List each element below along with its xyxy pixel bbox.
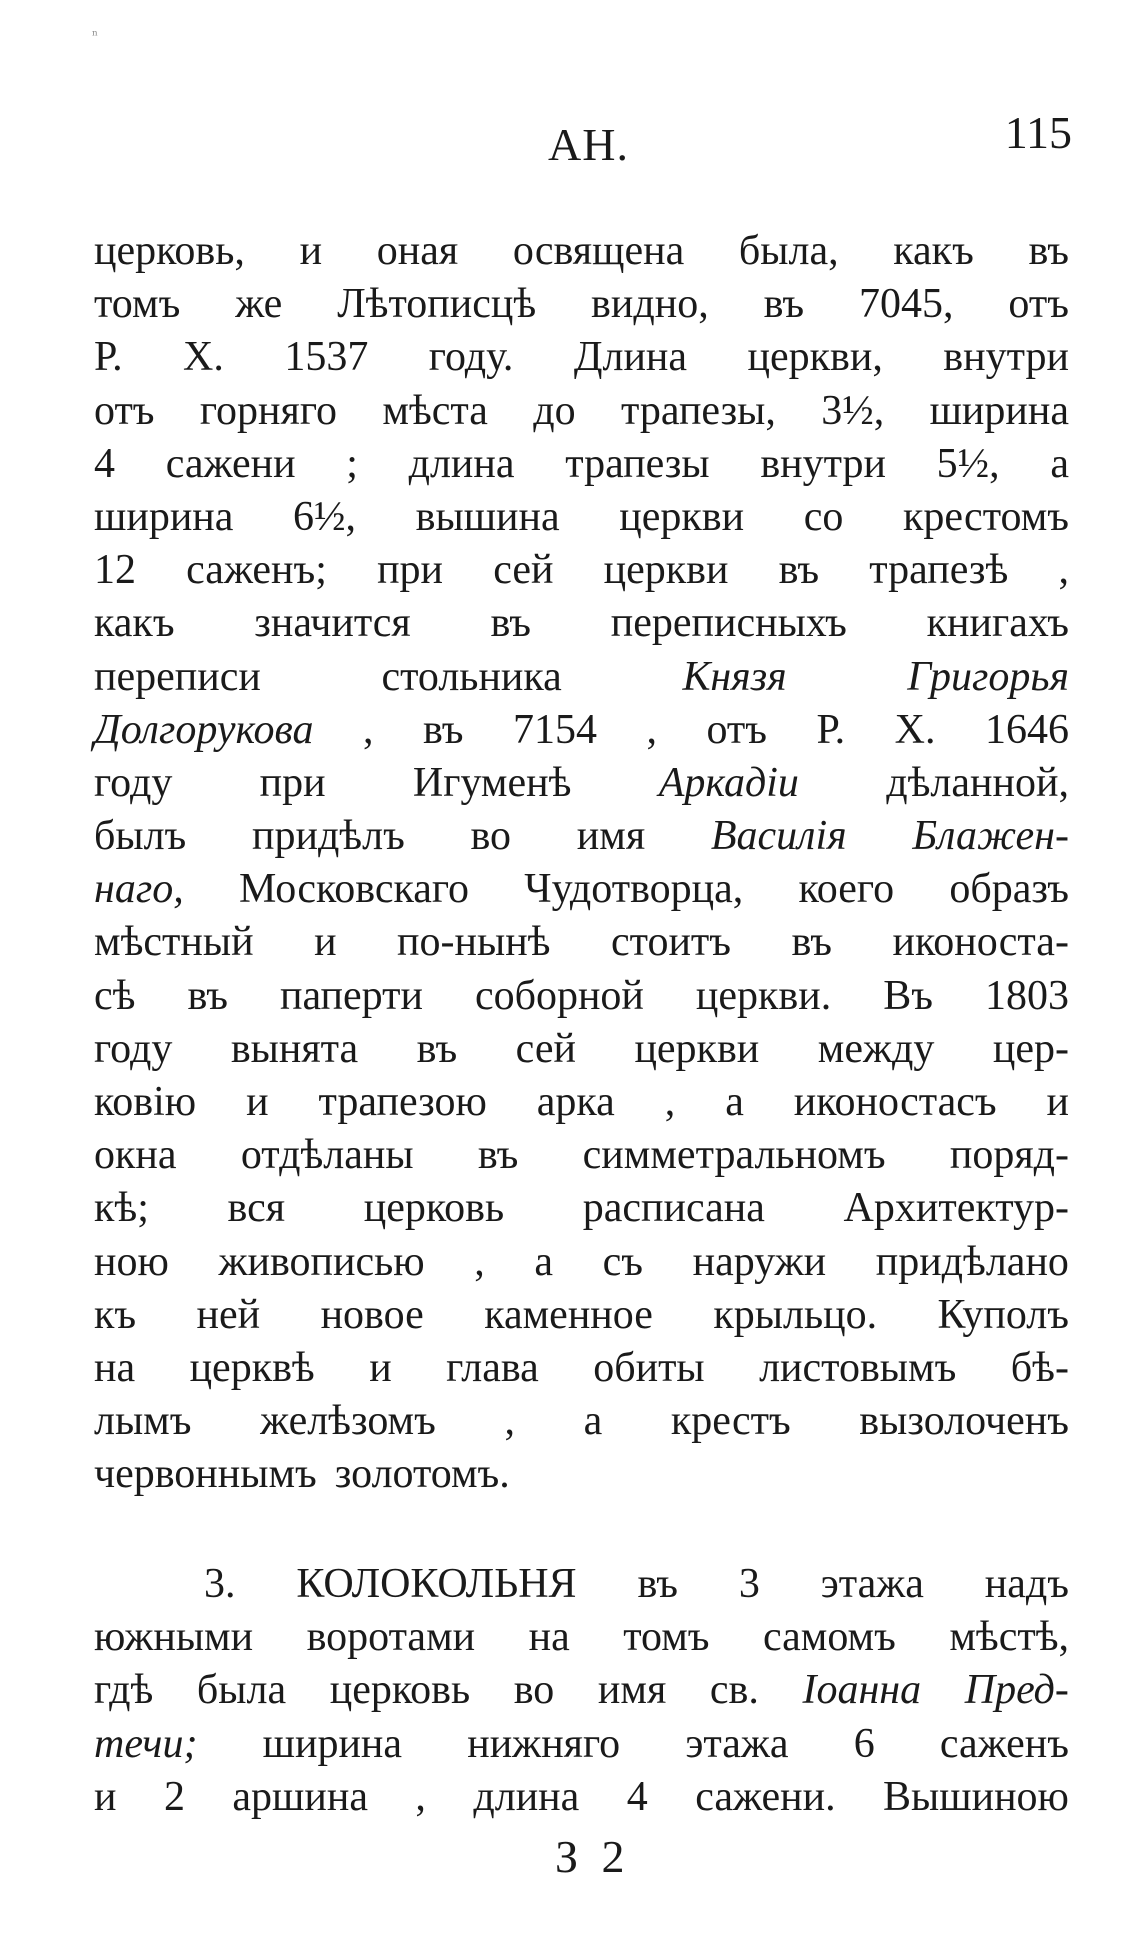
word: на xyxy=(528,1614,570,1661)
word: лымъ xyxy=(94,1398,192,1445)
paragraph-church xyxy=(94,225,1069,1502)
word: Чудотворца, xyxy=(524,866,744,913)
word: этажа xyxy=(820,1561,924,1607)
word: , xyxy=(1058,547,1069,594)
word: и xyxy=(299,228,323,274)
word: золотомъ. xyxy=(334,1451,510,1498)
word: расписана xyxy=(582,1185,765,1232)
word: въ xyxy=(422,706,464,753)
word: длина xyxy=(408,440,515,487)
word: церквѣ xyxy=(189,1344,315,1391)
word: отъ xyxy=(1008,281,1069,328)
word: коего xyxy=(798,866,895,913)
word: мѣстѣ, xyxy=(949,1614,1069,1661)
word: течи; xyxy=(94,1720,198,1767)
word: а xyxy=(534,1238,554,1285)
word: этажа xyxy=(685,1720,789,1767)
word: ней xyxy=(196,1291,261,1338)
word: какъ xyxy=(94,600,175,647)
text-line xyxy=(94,1558,1069,1611)
word: 3 xyxy=(738,1561,760,1607)
word: церкви xyxy=(619,493,745,540)
word: стольника xyxy=(381,653,562,700)
word: Князя xyxy=(682,653,787,700)
word: же xyxy=(235,281,283,328)
word: году. xyxy=(428,334,514,381)
word: наружи xyxy=(692,1238,827,1285)
word: Куполъ xyxy=(937,1291,1069,1338)
text-line xyxy=(94,810,1069,863)
text-line xyxy=(94,1771,1069,1824)
word: стоитъ xyxy=(611,919,731,966)
word: , xyxy=(664,1079,676,1125)
word: южными xyxy=(94,1614,254,1661)
word: Пред- xyxy=(964,1667,1069,1714)
word: Р. xyxy=(816,706,846,753)
word: ширина xyxy=(94,493,234,540)
word: оная xyxy=(376,228,459,274)
word: соборной xyxy=(474,972,644,1019)
text-line xyxy=(94,1664,1069,1717)
word: крестомъ xyxy=(902,493,1069,540)
word: 2 xyxy=(163,1773,185,1820)
word: сѣ xyxy=(94,972,136,1019)
text-line xyxy=(94,916,1069,969)
word: сажени xyxy=(165,440,296,487)
word: между xyxy=(817,1025,935,1072)
word: саженъ; xyxy=(186,547,327,594)
word: арка xyxy=(536,1079,615,1125)
page-number: 115 xyxy=(1004,107,1072,158)
word: глава xyxy=(446,1344,539,1391)
word: въ xyxy=(416,1025,458,1072)
word: Долгорукова xyxy=(94,706,314,753)
word: 7154 xyxy=(512,706,597,753)
word: трапезѣ xyxy=(869,547,1009,594)
word: наго, xyxy=(94,866,184,913)
word: Х. xyxy=(183,334,224,381)
word: томъ xyxy=(94,281,181,328)
word: обиты xyxy=(593,1344,705,1391)
word: имя xyxy=(597,1667,667,1714)
word: , xyxy=(504,1398,515,1445)
word: церкви xyxy=(603,547,729,594)
word: саженъ xyxy=(939,1720,1069,1767)
word: ширина xyxy=(929,387,1069,434)
word: церковь xyxy=(329,1667,471,1714)
word: дѣланной, xyxy=(886,759,1069,806)
word: во xyxy=(513,1667,555,1714)
word: КОЛОКОЛЬНЯ xyxy=(296,1561,577,1607)
text-line xyxy=(94,1289,1069,1342)
word: желѣзомъ xyxy=(260,1398,436,1445)
word: Блажен- xyxy=(912,813,1069,860)
word: 1646 xyxy=(984,706,1069,753)
text-line xyxy=(94,1129,1069,1182)
word: , xyxy=(646,706,657,753)
word: и xyxy=(94,1773,117,1820)
word: мѣстный xyxy=(94,919,254,966)
word: воротами xyxy=(306,1614,476,1661)
text-line xyxy=(94,278,1069,331)
running-head: АН. xyxy=(548,119,629,170)
word: Василія xyxy=(710,813,847,860)
word: вызолоченъ xyxy=(859,1398,1069,1445)
word: внутри xyxy=(760,440,886,487)
text-line xyxy=(94,385,1069,438)
word: вынята xyxy=(230,1025,359,1072)
word: нижняго xyxy=(467,1720,621,1767)
word: Архитектур- xyxy=(843,1185,1069,1232)
text-line xyxy=(94,970,1069,1023)
word: въ xyxy=(778,547,820,594)
word: вся xyxy=(227,1185,286,1232)
word: ковію xyxy=(94,1079,197,1125)
word: Григорья xyxy=(907,653,1069,700)
text-line xyxy=(94,1718,1069,1771)
text-line xyxy=(94,1236,1069,1289)
word: церкви. xyxy=(695,972,832,1019)
text-line xyxy=(94,225,1069,278)
word: 6 xyxy=(853,1720,875,1767)
text-line xyxy=(94,1182,1069,1235)
corner-speck: ⁿ xyxy=(92,28,99,44)
word: Лѣтописцѣ xyxy=(337,281,537,328)
word: 12 xyxy=(94,547,136,594)
word: Х. xyxy=(894,706,936,753)
word: живописью xyxy=(218,1238,425,1285)
word: 6½, xyxy=(293,493,357,540)
text-line xyxy=(94,1342,1069,1395)
word: вышина xyxy=(415,493,560,540)
text-line xyxy=(94,544,1069,597)
text-line xyxy=(94,1448,1069,1501)
word: аршина xyxy=(232,1773,368,1820)
word: церкви xyxy=(634,1025,760,1072)
word: новое xyxy=(320,1291,424,1338)
word: 7045, xyxy=(859,281,954,328)
word: церковь, xyxy=(94,228,245,274)
word: иконостасъ xyxy=(793,1079,997,1125)
word: имя xyxy=(576,813,646,860)
word: червоннымъ xyxy=(94,1451,317,1498)
signature-mark: З 2 xyxy=(555,1831,631,1882)
text-line xyxy=(94,331,1069,384)
text-line xyxy=(94,1023,1069,1076)
text-line xyxy=(94,757,1069,810)
word: трапезою xyxy=(318,1079,487,1125)
word: бѣ- xyxy=(1010,1344,1069,1391)
word: Въ xyxy=(883,972,933,1019)
word: году xyxy=(94,759,173,806)
word: и xyxy=(246,1079,269,1125)
word: Вышиною xyxy=(883,1773,1069,1820)
text-line xyxy=(94,863,1069,916)
word: переписи xyxy=(94,653,261,700)
word: цер- xyxy=(992,1025,1069,1072)
word: крыльцо. xyxy=(713,1291,878,1338)
word: , xyxy=(362,706,374,753)
word: Аркадіи xyxy=(658,759,799,806)
word: значится xyxy=(254,600,411,647)
word: придѣлъ xyxy=(251,813,405,860)
word: томъ xyxy=(623,1614,710,1661)
word: до xyxy=(533,387,576,434)
word: отъ xyxy=(706,706,768,753)
word: образъ xyxy=(949,866,1069,913)
word: сей xyxy=(515,1025,576,1072)
word: какъ xyxy=(893,228,974,274)
word: сажени. xyxy=(695,1773,836,1820)
word: отдѣланы xyxy=(240,1132,414,1179)
word: церковь xyxy=(363,1185,505,1232)
word: освящена xyxy=(512,228,685,274)
word: при xyxy=(377,547,444,594)
word: иконоста- xyxy=(892,919,1069,966)
word: окна xyxy=(94,1132,177,1179)
word: , xyxy=(474,1238,485,1285)
word: Игуменѣ xyxy=(412,759,572,806)
word: къ xyxy=(94,1291,137,1338)
word: горняго xyxy=(199,387,338,434)
word: 3½, xyxy=(821,387,885,434)
word: 5½, xyxy=(936,440,1000,487)
word: 1537 xyxy=(284,334,369,381)
word: а xyxy=(725,1079,744,1125)
word: кѣ; xyxy=(94,1185,149,1232)
word: и xyxy=(369,1344,392,1391)
word: Іоанна xyxy=(802,1667,922,1714)
word: а xyxy=(1050,440,1069,487)
word: въ xyxy=(637,1561,678,1607)
word: гдѣ xyxy=(94,1667,154,1714)
text-line xyxy=(94,651,1069,704)
text-line xyxy=(94,438,1069,491)
word: по-нынѣ xyxy=(397,919,551,966)
word: длина xyxy=(473,1773,580,1820)
word: въ xyxy=(477,1132,519,1179)
word: на xyxy=(94,1344,136,1391)
word: книгахъ xyxy=(926,600,1069,647)
text-line xyxy=(94,1611,1069,1664)
word: въ xyxy=(763,281,805,328)
word: въ xyxy=(187,972,228,1019)
word: симметральномъ xyxy=(582,1132,886,1179)
word: 4 xyxy=(94,440,115,487)
word: трапезы xyxy=(565,440,710,487)
word: Московскаго xyxy=(238,866,470,913)
word: ною xyxy=(94,1238,169,1285)
word: и xyxy=(1046,1079,1069,1125)
text-line xyxy=(94,704,1069,757)
word: ; xyxy=(346,440,358,487)
word: трапезы, xyxy=(620,387,776,434)
word: Р. xyxy=(94,334,123,381)
text-line xyxy=(94,597,1069,650)
word: былъ xyxy=(94,813,187,860)
word: переписныхъ xyxy=(610,600,847,647)
word: со xyxy=(803,493,844,540)
text-line xyxy=(94,1395,1069,1448)
word: церкви, xyxy=(747,334,883,381)
text-line xyxy=(94,1076,1069,1129)
word: видно, xyxy=(591,281,709,328)
text-line xyxy=(94,491,1069,544)
word: а xyxy=(583,1398,603,1445)
word: и xyxy=(314,919,337,966)
word: самомъ xyxy=(762,1614,896,1661)
word: году xyxy=(94,1025,173,1072)
word: листовымъ xyxy=(759,1344,957,1391)
word: была, xyxy=(738,228,839,274)
word: придѣлано xyxy=(875,1238,1069,1285)
word: мѣста xyxy=(382,387,488,434)
word: ширина xyxy=(262,1720,403,1767)
word: Длина xyxy=(573,334,688,381)
word: во xyxy=(470,813,512,860)
word: въ xyxy=(1028,228,1069,274)
word: св. xyxy=(709,1667,759,1714)
word: внутри xyxy=(943,334,1069,381)
word: при xyxy=(259,759,326,806)
word: каменное xyxy=(484,1291,653,1338)
word: сей xyxy=(493,547,554,594)
word: въ xyxy=(791,919,833,966)
word: была xyxy=(196,1667,287,1714)
word: крестъ xyxy=(670,1398,791,1445)
paragraph-belltower xyxy=(94,1558,1069,1824)
word: надъ xyxy=(984,1561,1069,1607)
word: въ xyxy=(490,600,531,647)
word: 3. xyxy=(204,1561,236,1607)
word: паперти xyxy=(279,972,423,1019)
word: съ xyxy=(602,1238,643,1285)
word: 4 xyxy=(626,1773,648,1820)
word: поряд- xyxy=(949,1132,1069,1179)
word: отъ xyxy=(94,387,155,434)
word: , xyxy=(415,1773,426,1820)
word: 1803 xyxy=(984,972,1069,1019)
